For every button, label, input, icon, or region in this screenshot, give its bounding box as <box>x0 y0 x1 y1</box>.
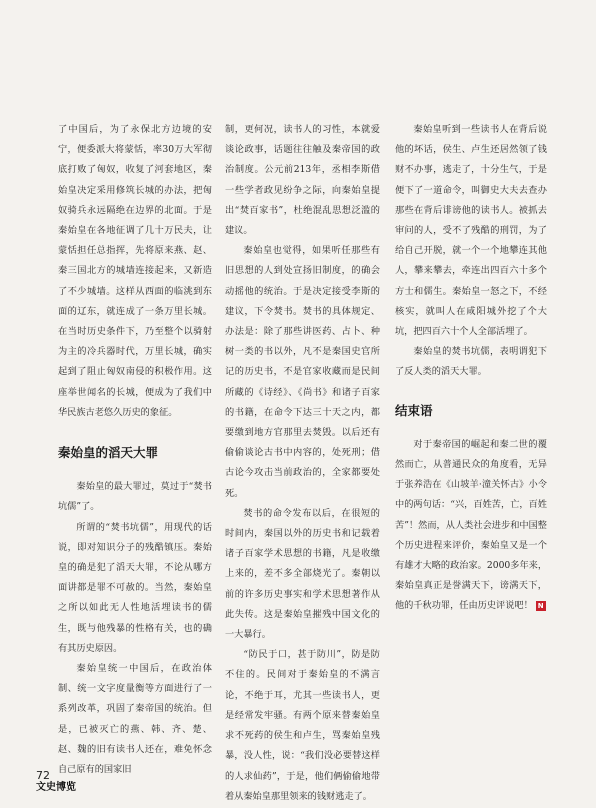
paragraph: 焚书的命令发布以后，在很短的时间内，秦国以外的历史书和记载着诸子百家学术思想的书籍，凡是收缴上来的，差不多全部烧光了。秦朝以前的许多历史事实和学术思想著作从此失传。这是秦始皇摧残中国文化的一大暴行。 <box>225 507 380 641</box>
paragraph: 了中国后，为了永保北方边境的安宁，便委派大将蒙恬，率30万大军彻底打败了匈奴，收复了河套地区，秦始皇决定采用修筑长城的办法，把匈奴骑兵永远隔绝在边界的北面。于是秦始皇在各地征调了几十万民夫，让蒙恬担任总指挥，先将原来燕、赵、秦三国北方的城墙连接起来，又新造了不少城墙。这样从西面的临洮到东面的辽东，就连成了一条万里长城。在当时历史条件下，乃至整个以骑射为主的冷兵器时代，万里长城，确实起到了阻止匈奴南侵的积极作用。这座举世闻名的长城，便成为了我们中华民族古老悠久历史的象征。 <box>58 124 212 418</box>
page-footer <box>36 770 76 794</box>
section-heading-conclusion: 结束语 <box>395 402 433 418</box>
text-column-middle <box>225 120 380 807</box>
paragraph-text: 对于秦帝国的崛起和秦二世的覆然而亡，从普通民众的角度看，无异于张养浩在《山坡羊·潼关怀古》小令中的两句话：“兴，百姓苦，亡，百姓苦”！然而，从人类社会进步和中国整个历史进程来评价，秦始皇又是一个有雄才大略的政治家。2000多年来，秦始皇真正是誉满天下，谤满天下，他的千秋功罪，任由历史评说吧！ <box>395 438 548 612</box>
text-column-left <box>58 120 212 780</box>
paragraph: 所谓的“焚书坑儒”，用现代的话说，即对知识分子的残酷镇压。秦始皇的确是犯了滔天大罪，不论从哪方面讲都是罪不可赦的。当然，秦始皇之所以如此无人性地活埋读书的儒生，既与他残暴的性格有关，也的确有其历史原因。 <box>58 521 212 654</box>
paragraph: 秦始皇听到一些读书人在背后说他的坏话，侯生、卢生还居然领了钱财不办事，逃走了，十分生气，于是便下了一道命令，叫御史大夫去查办那些在背后诽谤他的读书人。被抓去审问的人，受不了残酷的刑罚，为了给自己开脱，就一个一个地攀连其他人，攀来攀去，牵连出四百六十多个方士和儒生。秦始皇一怒之下，不经核实，就叫人在咸阳城外挖了个大坑，把四百六十个人全部活埋了。 <box>395 124 547 338</box>
paragraph: 秦始皇也觉得，如果听任那些有旧思想的人到处宣扬旧制度，的确会动摇他的统治。于是决定接受李斯的建议，下令焚书。焚书的具体规定、办法是：除了那些讲医药、占卜、种树一类的书以外，凡不是秦国史官所记的历史书，不是官家收藏而是民间所藏的《诗经》、《尚书》和诸子百家的书籍，在命令下达三十天之内，都要缴到地方官那里去焚毁。以后还有偷偷谈论古书中内容的，处死刑；借古论今攻击当前政治的，全家都要处死。 <box>225 245 380 499</box>
paragraph: “防民于口，甚于防川”，防是防不住的。民间对于秦始皇的不满言论，不绝于耳，尤其一些读书人，更是经常发牢骚。有两个原来替秦始皇求不死药的侯生和卢生，骂秦始皇残暴，没人性，说：“我们没必要替这样的人求仙药”，于是，他们俩偷偷地带着从秦始皇那里领来的钱财逃走了。 <box>225 649 380 802</box>
paragraph: 秦始皇的焚书坑儒，表明谓犯下了反人类的滔天大罪。 <box>395 346 547 378</box>
text-column-right <box>395 120 547 617</box>
page-number: 72 <box>36 769 50 782</box>
paragraph: 制，更何况，读书人的习性，本就爱谈论政事，话题往往触及秦帝国的政治制度。公元前213年，丞相李斯借一些学者政见纷争之际，向秦始皇提出“焚百家书”，杜绝混乱思想泛滥的建议。 <box>225 124 380 237</box>
paragraph: 秦始皇统一中国后，在政治体制、统一文字度量衡等方面进行了一系列改革，巩固了秦帝国的统治。但是，已被灭亡的燕、韩、齐、楚、赵、魏的旧有读书人还在，难免怀念自己原有的国家旧 <box>58 663 212 776</box>
publication-name: 文史博览 <box>36 782 76 793</box>
paragraph: 秦始皇的最大罪过，莫过于“焚书坑儒”了。 <box>58 481 212 513</box>
end-mark-icon: N <box>536 601 546 611</box>
section-heading-crime: 秦始皇的滔天大罪 <box>58 445 159 461</box>
paragraph-final <box>395 435 547 617</box>
